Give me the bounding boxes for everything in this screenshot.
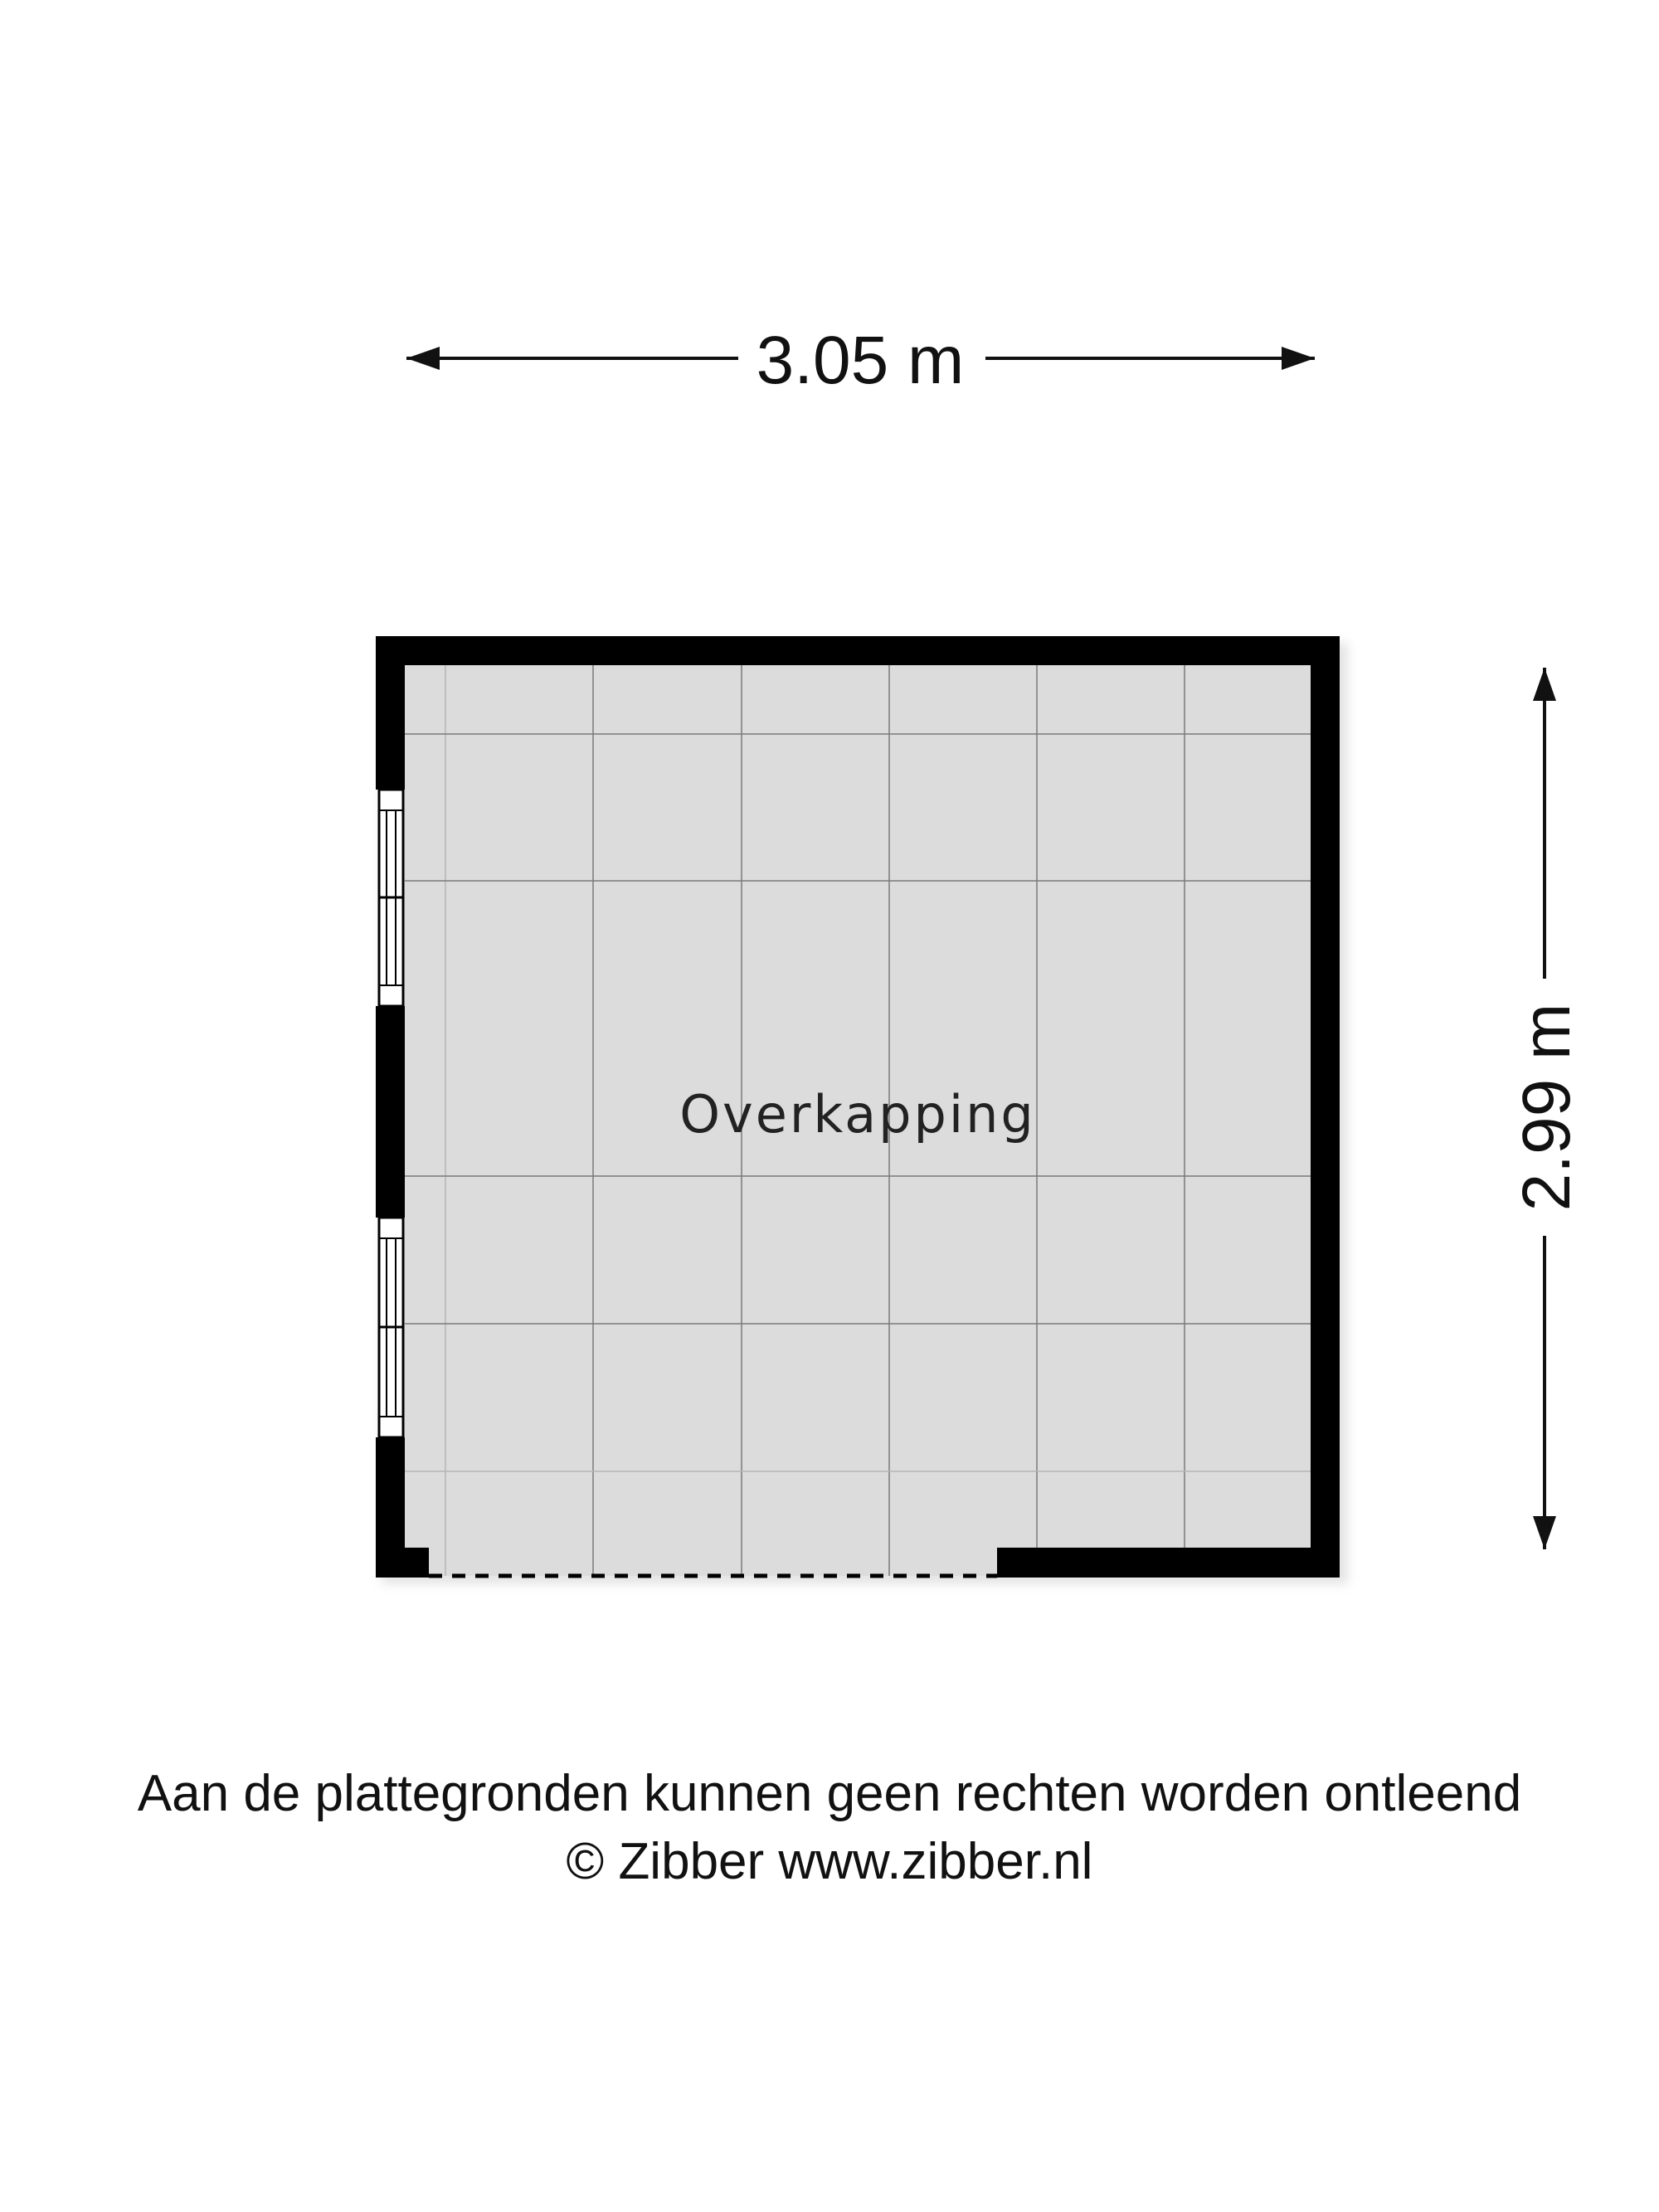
arrowhead-up-icon xyxy=(1533,668,1556,701)
arrowhead-down-icon xyxy=(1533,1516,1556,1549)
height-label: 2.99 m xyxy=(1509,1003,1584,1212)
disclaimer-text: Aan de plattegronden kunnen geen rechten worden ontleend xyxy=(137,1765,1522,1822)
room-label: Overkapping xyxy=(679,1084,1036,1145)
wall-left-middle xyxy=(376,1006,405,1218)
width-label: 3.05 m xyxy=(756,323,965,398)
wall-right xyxy=(1311,636,1340,1578)
wall-bottom-right xyxy=(997,1548,1340,1578)
arrowhead-left-icon xyxy=(406,347,440,370)
width-dimension xyxy=(406,323,1315,398)
wall-left-top xyxy=(376,636,405,790)
wall-top xyxy=(376,636,1340,665)
height-dimension xyxy=(1509,668,1584,1549)
wall-left-bottom xyxy=(376,1437,405,1578)
window-upper xyxy=(379,790,403,1006)
window-lower xyxy=(379,1218,403,1437)
copyright-text: © Zibber www.zibber.nl xyxy=(566,1833,1093,1890)
arrowhead-right-icon xyxy=(1282,347,1315,370)
